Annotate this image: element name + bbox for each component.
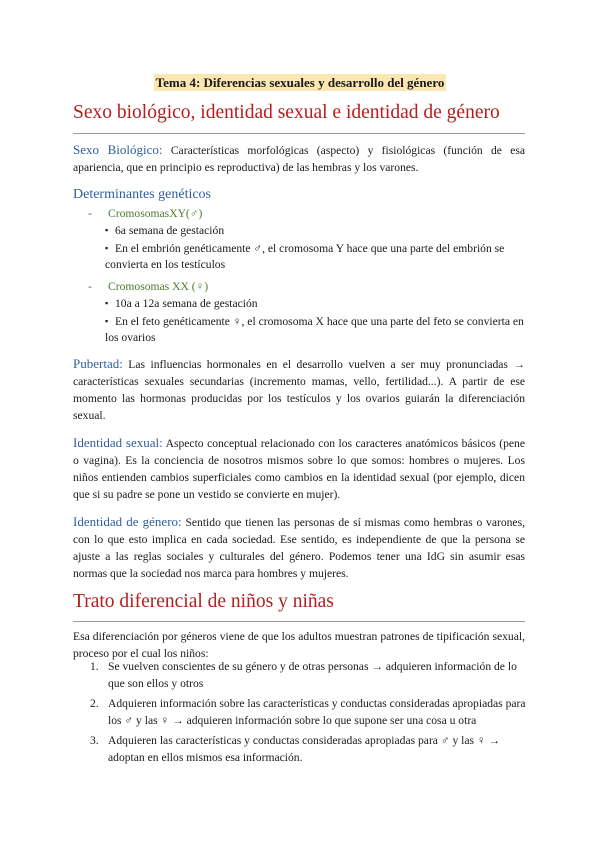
bullet-icon: ▪ (105, 298, 109, 308)
sublist-item (105, 295, 525, 313)
list-item-xy (88, 207, 202, 220)
section-heading-sexo: Sexo biológico, identidad sexual e identidad de género (73, 102, 500, 123)
numbered-list (90, 659, 526, 770)
paragraph-sexo-biologico (73, 141, 525, 176)
list-item-xx (88, 280, 208, 293)
section-divider (73, 621, 525, 622)
paragraph-trato-intro: Esa diferenciación por géneros viene de que los adultos muestran patrones de tipificación sexual, proceso por el cual los niños: (73, 630, 525, 660)
document-title (0, 74, 600, 92)
list-number: 3. (90, 734, 99, 747)
text-identidad-sexual: Aspecto conceptual relacionado con los caracteres anatómicos básicos (pene o vagina). Es la conciencia de nosotros mismos sobre lo que somos: hombres o mujeres. Los niños entienden cambios superficiales como cambios en la identidad sexual (por ejemplo, dicen que si su padre se pone un vestido se convierte en mujer). (73, 437, 525, 501)
list-item-text: Adquieren las características y conductas consideradas apropiadas para ♂ y las ♀ → adoptan en ellos mismos esa información. (108, 734, 501, 764)
paragraph-pubertad (73, 355, 525, 424)
term-sexo-biologico: Sexo Biológico: (73, 142, 163, 157)
list-item-text: Adquieren información sobre las características y conductas consideradas apropiadas para los ♂ y las ♀ → adquieren información sobre lo que supone ser una cosa u otra (108, 697, 526, 727)
text-pubertad: Las influencias hormonales en el desarrollo vuelven a ser muy pronunciadas → características sexuales secundarias (incremento mamas, vello, fertilidad...). A partir de ese momento las hormonas producidas por los testículos y los ovarios guiarán la diferenciación sexual. (73, 358, 525, 422)
term-identidad-sexual: Identidad sexual: (73, 435, 163, 450)
text-identidad-genero: Sentido que tienen las personas de sí mismas como hembras o varones, con lo que esto implica en cada sociedad. Ese sentido, es independiente de que la persona se ajuste a las reglas sociales y culturales del género. Podemos tener una IdG sin asumir esas normas que la sociedad nos marca para hombres y mujeres. (73, 516, 525, 580)
section-heading-trato: Trato diferencial de niños y niñas (73, 591, 334, 612)
paragraph-identidad-sexual (73, 434, 525, 503)
list-number: 1. (90, 660, 99, 673)
dash-marker: - (88, 207, 92, 220)
list-item (90, 659, 526, 692)
label-xy: CromosomasXY(♂) (108, 207, 203, 220)
text-sexo-biologico: Características morfológicas (aspecto) y fisiológicas (función de esa apariencia, que en principio es reproductiva) de las hembras y los varones. (73, 144, 525, 174)
section-divider (73, 133, 525, 134)
sublist-text: En el feto genéticamente ♀, el cromosoma X hace que una parte del feto se convierta en los ovarios (105, 314, 524, 344)
sublist-xx (105, 295, 525, 347)
sublist-xy (105, 222, 525, 274)
subheading-determinantes: Determinantes genéticos (73, 187, 212, 202)
bullet-icon: ▪ (105, 242, 109, 253)
sublist-text: En el embrión genéticamente ♂, el cromosoma Y hace que una parte del embrión se convierta en los testículos (105, 241, 505, 271)
list-item (90, 696, 526, 729)
label-xx: Cromosomas XX (♀) (108, 280, 209, 293)
term-identidad-genero: Identidad de género: (73, 514, 182, 529)
sublist-text: 10a a 12a semana de gestación (115, 297, 258, 310)
dash-marker: - (88, 280, 92, 293)
bullet-icon: ▪ (105, 315, 109, 326)
paragraph-identidad-genero (73, 513, 525, 582)
sublist-text: 6a semana de gestación (115, 224, 225, 237)
list-item-text: Se vuelven conscientes de su género y de otras personas → adquieren información de lo que son ellos y otros (108, 660, 517, 690)
sublist-item (105, 313, 525, 347)
sublist-item (105, 240, 525, 274)
list-item (90, 733, 526, 766)
document-title-text: Tema 4: Diferencias sexuales y desarrollo del género (155, 75, 445, 90)
bullet-icon: ▪ (105, 225, 109, 235)
term-pubertad: Pubertad: (73, 356, 123, 371)
list-number: 2. (90, 697, 99, 710)
sublist-item (105, 222, 525, 240)
